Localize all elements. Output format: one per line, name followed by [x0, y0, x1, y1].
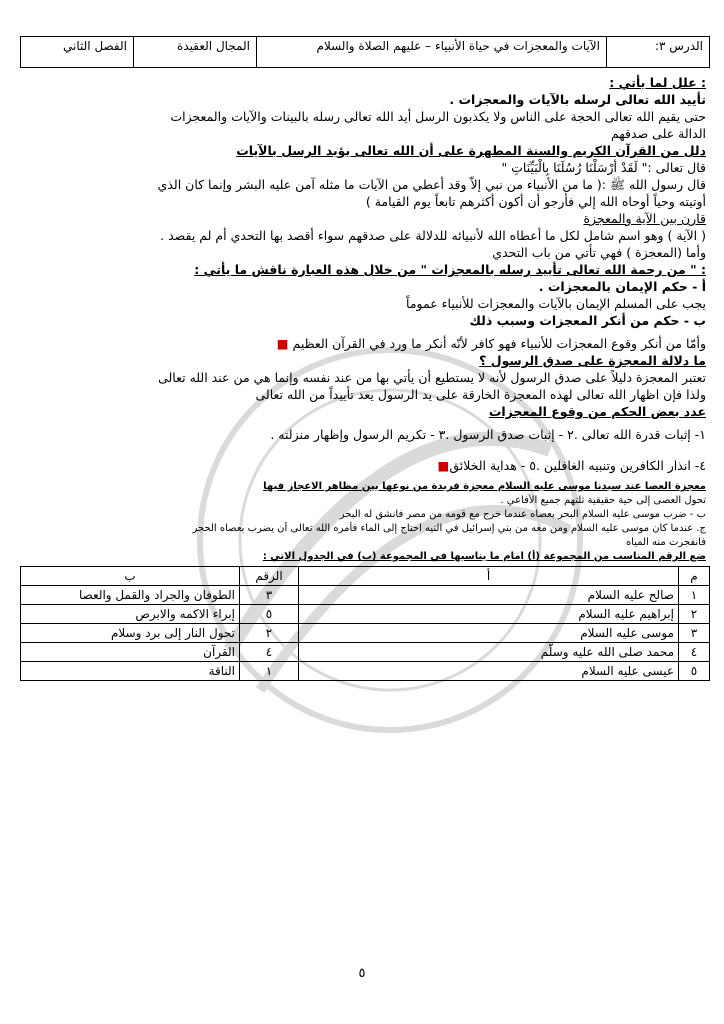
question-heading: : " من رحمة الله تعالى تأييد رسله بالمعجزات " من خلال هذه العبارة ناقش ما يأتي :	[194, 262, 706, 277]
answer-text: وأمّا من أنكر وقوع المعجزات للأنبياء فهو كافر لأنّه أنكر ما ورد في القرآن العظيم ■	[276, 336, 706, 351]
table-cell: ٣	[240, 586, 299, 605]
lesson-header	[20, 36, 710, 68]
answer-text: تعتبر المعجزة دليلاً على صدق الرسول لأنه لا يستطيع أن يأتي بها من عند نفسه وإنما هي من عند الله تعالى	[158, 370, 706, 385]
table-cell: إبراء الاكمه والابرص	[21, 605, 240, 624]
column-header: ب	[21, 567, 240, 586]
table-cell: الطوفان والجراد والقمل والعصا	[21, 586, 240, 605]
matching-table	[20, 566, 710, 681]
table-cell: موسى عليه السلام	[299, 624, 679, 643]
lesson-number: الدرس ٣:	[607, 37, 710, 68]
question-heading: ضع الرقم المناسب من المجموعة (أ) امام ما يناسبها في المجموعة (ب) في الجدول الاتي :	[262, 551, 706, 562]
column-header: م	[679, 567, 710, 586]
answer-text: تحول العصى إلى حية حقيقية تلتهم جميع الأفاعي .	[500, 495, 706, 506]
table-row	[21, 643, 710, 662]
answer-text: وأما (المعجزة ) فهي تأتي من باب التحدي	[492, 245, 706, 260]
table-cell: ٥	[679, 662, 710, 681]
sub-question: أ - حكم الإيمان بالمعجزات .	[538, 279, 706, 294]
answer-text: حتى يقيم الله تعالى الحجة على الناس ولا يكذبون الرسل أيد الله تعالى رسله بالبينات والآيات والمعجزات	[170, 109, 706, 124]
question-heading: دلل من القرآن الكريم والسنة المطهرة على أن الله تعالى يؤيد الرسل بالآيات	[236, 143, 706, 158]
answer-text: أوتيته وحياً أوحاه الله إلي فأرجو أن أكون أكثرهم تابعاً يوم القيامة )	[365, 194, 706, 209]
bullet-mark: ■	[437, 458, 450, 473]
table-row	[21, 624, 710, 643]
answer-text: الدالة على صدقهم	[610, 126, 706, 141]
table-cell: ٥	[240, 605, 299, 624]
table-row	[21, 586, 710, 605]
bullet-mark: ■	[276, 336, 289, 351]
answer-text: ١- إثبات قدرة الله تعالى .٢ - إثبات صدق الرسول .٣ - تكريم الرسول وإظهار منزلته .	[270, 427, 706, 442]
table-cell: إبراهيم عليه السلام	[299, 605, 679, 624]
table-cell: ٤	[240, 643, 299, 662]
table-cell: محمد صلى الله عليه وسلّم	[299, 643, 679, 662]
table-row	[21, 662, 710, 681]
table-header-row	[21, 567, 710, 586]
question-heading: : علل لما يأتي :	[609, 75, 706, 90]
worksheet-page	[20, 36, 710, 681]
answer-text: ٤- انذار الكافرين وتنبيه الغافلين .٥ - هداية الخلائق■	[437, 458, 706, 473]
answer-text: يجب على المسلم الإيمان بالآيات والمعجزات للأنبياء عموماً	[406, 296, 706, 311]
table-cell: تحول النار إلى برد وسلام	[21, 624, 240, 643]
lesson-term: الفصل الثاني	[21, 37, 134, 68]
table-cell: القرآن	[21, 643, 240, 662]
answer-text: قال تعالى :" لَقَدْ أَرْسَلْنَا رُسُلَنَا بِالْبَيِّنَاتِ "	[501, 160, 706, 175]
answer-text: ج. عندما كان موسى عليه السلام ومن معه من بني إسرائيل في التيه احتاج إلى الماء فأمره الله تعالى أن يضرب بعصاه الحجر	[192, 523, 706, 534]
table-cell: ٢	[240, 624, 299, 643]
answer-text: قال رسول الله ﷺ :( ما من الأنبياء من نبي إلاّ وقد أعطي من الآيات ما مثله آمن عليه البشر وإنما كان الذي	[157, 177, 706, 192]
table-cell: الناقة	[21, 662, 240, 681]
question-text: تأييد الله تعالى لرسله بالآيات والمعجزات .	[449, 92, 706, 107]
question-heading: معجزة العصا عند سيدنا موسى عليه السلام معجزة فريدة من نوعها بين مظاهر الاعجاز فيها	[263, 481, 706, 492]
column-header: الرقم	[240, 567, 299, 586]
table-cell: ١	[240, 662, 299, 681]
question-heading: ما دلالة المعجزة على صدق الرسول ؟	[479, 353, 706, 368]
answer-text: ولذا فإن اظهار الله تعالى لهذه المعجزة الخارقة على يد الرسول يعد تأييداً من الله تعالى	[255, 387, 706, 402]
answer-text: ب - ضرب موسى عليه السلام البحر بعصاه عندما خرج مع قومه من مصر فانشق له البحر	[339, 509, 706, 520]
lesson-title: الآيات والمعجزات في حياة الأنبياء – عليهم الصلاة والسلام	[257, 37, 607, 68]
table-cell: ١	[679, 586, 710, 605]
table-cell: صالح عليه السلام	[299, 586, 679, 605]
question-heading: قارن بين الآية والمعجزة	[583, 211, 706, 226]
question-heading: عدد بعض الحكم من وقوع المعجزات	[488, 404, 706, 419]
table-cell: ٢	[679, 605, 710, 624]
answer-text: فانفجرت منه المياه	[625, 537, 706, 548]
answer-text: ( الآية ) وهو اسم شامل لكل ما أعطاه الله لأنبيائه للدلالة على صدقهم سواء أقصد بها التحدي أم لم يقصد .	[160, 228, 706, 243]
sub-question: ب - حكم من أنكر المعجزات وسبب ذلك	[469, 313, 706, 328]
lesson-domain: المجال العقيدة	[134, 37, 257, 68]
table-cell: ٤	[679, 643, 710, 662]
column-header: أ	[299, 567, 679, 586]
table-cell: عيسى عليه السلام	[299, 662, 679, 681]
table-row	[21, 605, 710, 624]
table-cell: ٣	[679, 624, 710, 643]
page-number: ٥	[358, 966, 366, 981]
